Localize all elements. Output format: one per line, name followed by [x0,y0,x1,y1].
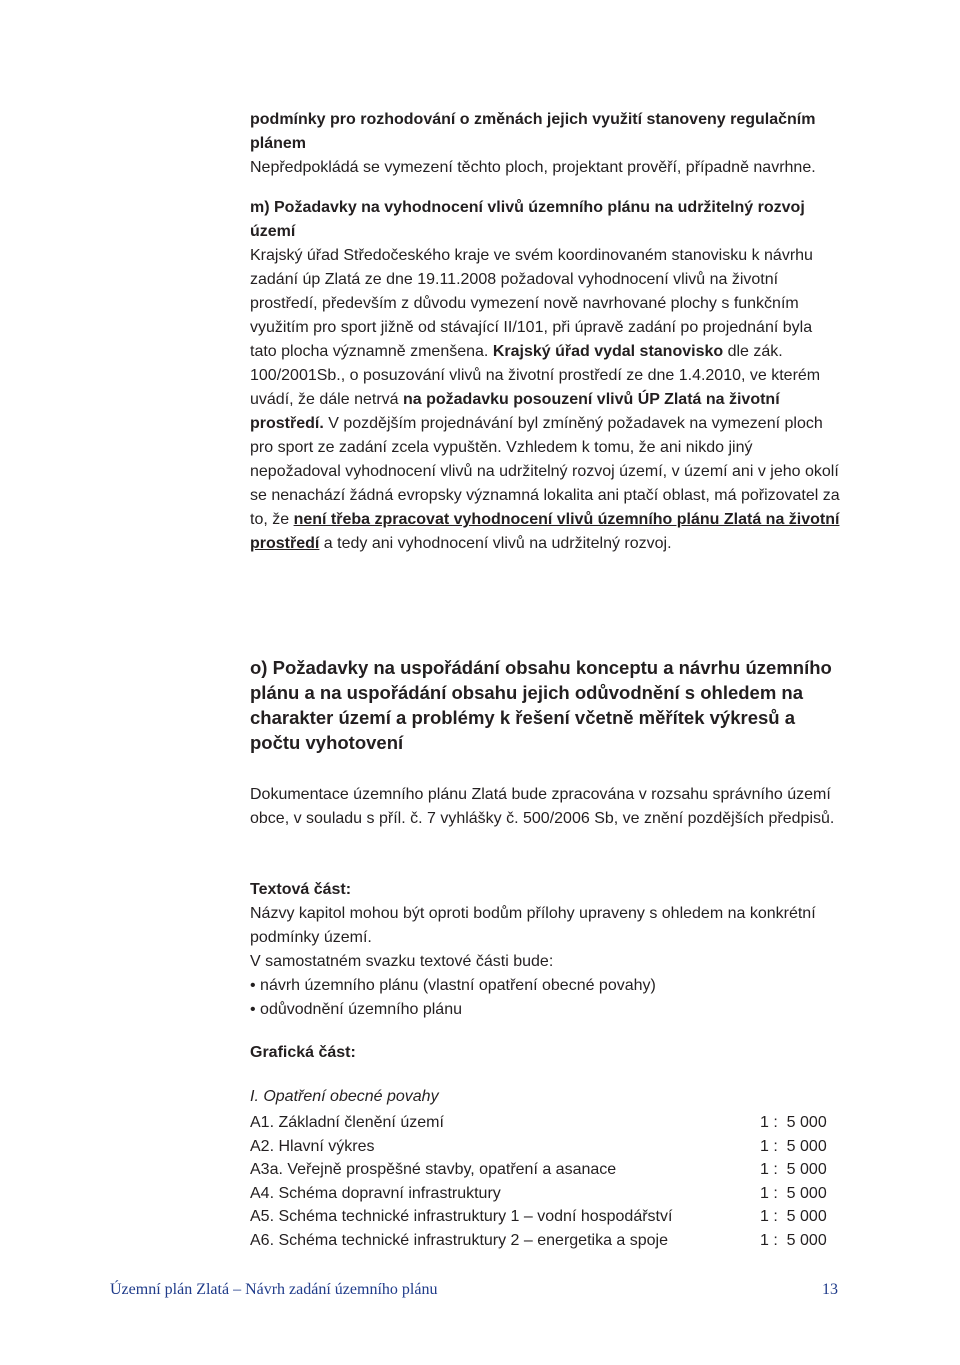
textova-line2: V samostatném svazku textové části bude: [250,953,554,970]
top-block [250,108,840,556]
textova-bullet-2: • odůvodnění územního plánu [250,1001,462,1018]
m-bold-underline: není třeba zpracovat vyhodnocení vlivů územního plánu Zlatá na životní prostředí [250,511,840,552]
drawing-row [250,1111,840,1135]
graficka-cast [250,1041,840,1065]
drawing-scale: 1 : 5 000 [760,1231,827,1249]
drawing-row [250,1158,840,1182]
drawing-scale: 1 : 5 000 [760,1161,827,1178]
section-o [250,655,840,755]
page-number: 13 [822,1281,838,1298]
m-text-3: V pozdějším projednávání byl zmíněný požadavek na vymezení ploch pro sport ze zadání zcela vypuštěn. Vzhledem k tomu, že ani nikdo jiný nepožadoval vyhodnocení vlivů na udržitelný rozvoj území, v území ani v jeho okolí se nenachází žádná evropsky významná lokalita ani ptačí oblast, má pořizovatel za to, že [250,415,840,528]
page-footer [110,1281,838,1299]
drawings-list [250,1085,840,1252]
graficka-heading [250,1041,840,1065]
textova-cast [250,878,840,1022]
drawing-name: A4. Schéma dopravní infrastruktury [250,1184,501,1202]
top-heading: podmínky pro rozhodování o změnách jejich využití stanoveny regulačním plánem [250,111,816,152]
m-text-2: dle zák. 100/2001Sb., o posuzování vlivů na životní prostředí ze dne 1.4.2010, ve kterém uvádí, že dále netrvá [250,343,821,408]
section-o-heading: o) Požadavky na uspořádání obsahu konceptu a návrhu územního plánu a na uspořádání obsahu jejich odůvodnění s ohledem na charakter území a problémy k řešení včetně měřítek výkresů a počtu vyhotovení [250,657,832,753]
section-m-paragraph [250,244,840,556]
top-text: Nepředpokládá se vymezení těchto ploch, projektant prověří, případně navrhne. [250,159,816,176]
textova-bullet-1: • návrh územního plánu (vlastní opatření obecné povahy) [250,977,656,994]
textova-heading: Textová část: [250,881,352,898]
m-bold-2: na požadavku posouzení vlivů ÚP Zlatá na životní prostředí. [250,391,780,432]
drawing-name: A3a. Veřejně prospěšné stavby, opatření a asanace [250,1161,617,1178]
footer-title: Územní plán Zlatá – Návrh zadání územního plánu [110,1281,438,1298]
drawing-scale: 1 : 5 000 [760,1184,827,1202]
drawing-row [250,1229,840,1253]
drawing-name: A5. Schéma technické infrastruktury 1 – vodní hospodářství [250,1208,673,1225]
m-text-4: a tedy ani vyhodnocení vlivů na udržitelný rozvoj. [319,535,672,552]
section-m-heading: m) Požadavky na vyhodnocení vlivů územního plánu na udržitelný rozvoj území [250,199,805,240]
graficka-heading-text: Grafická část: [250,1044,356,1061]
drawings-subheading: I. Opatření obecné povahy [250,1088,439,1105]
drawing-scale: 1 : 5 000 [760,1137,827,1155]
m-text-1: Krajský úřad Středočeského kraje ve svém koordinovaném stanovisku k návrhu zadání úp Zlatá ze dne 19.11.2008 požadoval vyhodnocení vlivů na životní prostředí, především z důvodu vymezení nově navrhované plochy s funkčním využitím pro sport jižně od stávající II/101, při úpravě zadání po projednání byla tato plocha významně zmenšena. [250,247,813,360]
drawing-name: A2. Hlavní výkres [250,1137,375,1155]
drawing-row [250,1135,840,1159]
drawing-scale: 1 : 5 000 [760,1114,827,1131]
m-bold-1: Krajský úřad vydal stanovisko [492,343,724,360]
drawing-name: A1. Základní členění území [250,1114,444,1131]
documentation-paragraph [250,783,840,831]
section-o-text: Dokumentace územního plánu Zlatá bude zpracována v rozsahu správního území obce, v souladu s příl. č. 7 vyhlášky č. 500/2006 Sb, ve znění pozdějších předpisů. [250,786,835,827]
drawing-row [250,1182,840,1206]
drawing-row [250,1205,840,1229]
drawing-scale: 1 : 5 000 [760,1208,827,1225]
textova-line1: Názvy kapitol mohou být oproti bodům přílohy upraveny s ohledem na konkrétní podmínky území. [250,905,816,946]
drawing-name: A6. Schéma technické infrastruktury 2 – energetika a spoje [250,1231,668,1249]
